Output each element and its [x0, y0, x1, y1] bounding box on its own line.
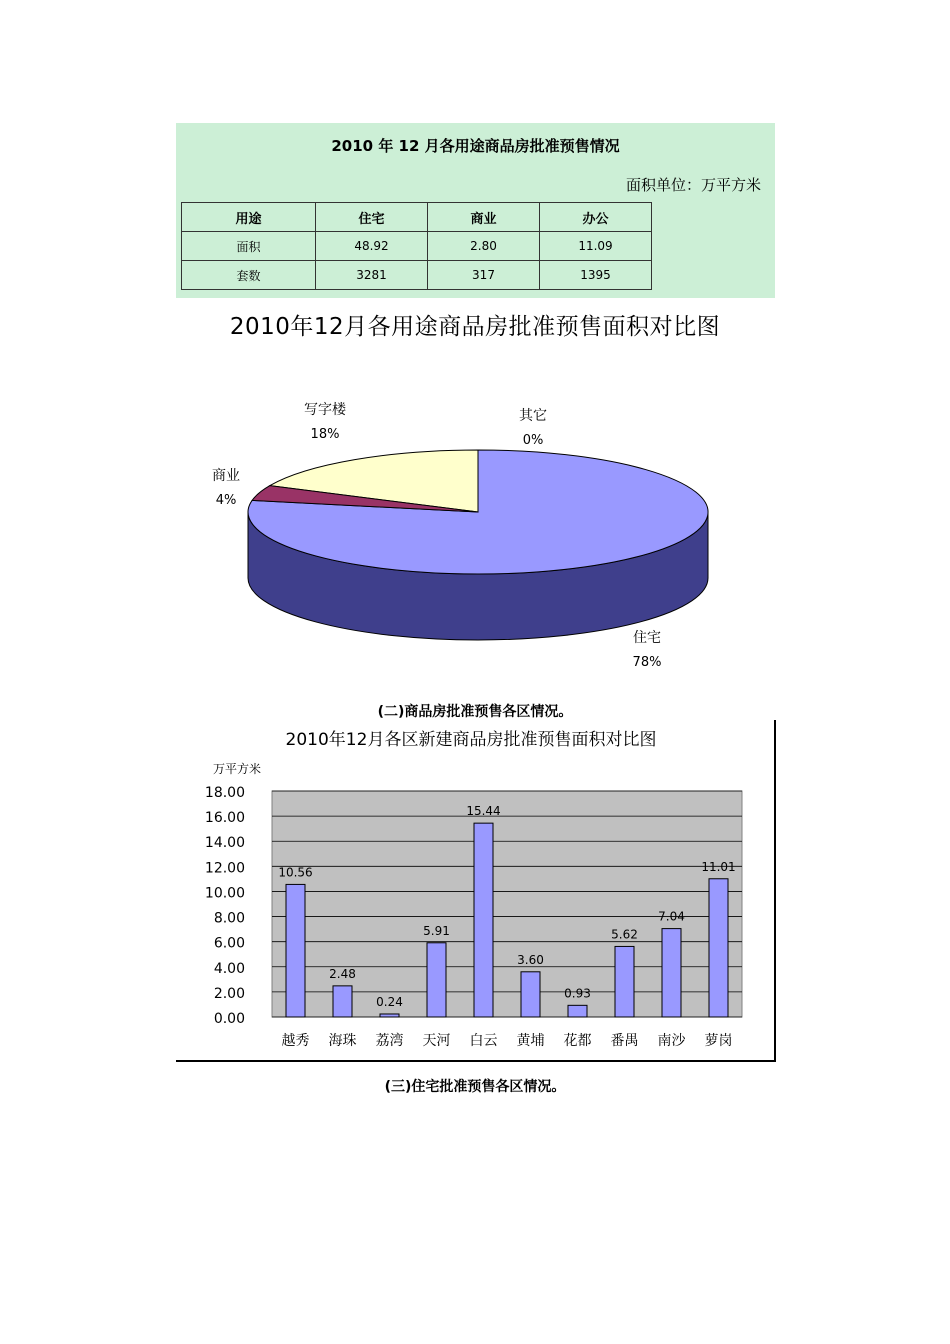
table-cell: 48.92: [316, 232, 428, 261]
bar: [662, 929, 681, 1017]
bar-value-label: 3.60: [517, 952, 544, 967]
bar-value-label: 0.93: [564, 986, 591, 1001]
bar-value-label: 5.91: [423, 923, 450, 938]
section-caption-residential: (三)住宅批准预售各区情况。: [384, 1079, 566, 1095]
table-header-cell: 住宅: [316, 203, 428, 232]
table-cell: 3281: [316, 261, 428, 290]
x-category-label: 南沙: [657, 1033, 686, 1049]
y-tick-label: 0.00: [213, 1011, 245, 1027]
pie-label-other-pct: 0%: [522, 433, 544, 448]
table-header-cell: 办公: [540, 203, 652, 232]
table-row: [182, 232, 652, 261]
x-category-label: 萝岗: [704, 1033, 733, 1049]
bar: [380, 1014, 399, 1017]
table-cell: 11.09: [540, 232, 652, 261]
pie-label-commercial-pct: 4%: [215, 493, 237, 508]
usage-table: [181, 202, 652, 290]
pie-chart-title: 2010年12月各用途商品房批准预售面积对比图: [229, 314, 721, 340]
bar: [615, 946, 634, 1017]
x-category-label: 花都: [563, 1033, 592, 1049]
table-cell: 面积: [182, 232, 316, 261]
table-header-cell: 用途: [182, 203, 316, 232]
bar-value-label: 15.44: [466, 804, 501, 819]
pie-label-other-name: 其它: [519, 408, 547, 424]
bar-chart-title: 2010年12月各区新建商品房批准预售面积对比图: [285, 730, 657, 750]
pie-label-residential-pct: 78%: [632, 655, 662, 670]
bar-value-label: 0.24: [376, 994, 403, 1009]
bar: [333, 986, 352, 1017]
y-tick-label: 16.00: [204, 810, 245, 827]
bar: [709, 879, 728, 1017]
x-category-label: 荔湾: [375, 1033, 404, 1049]
table-cell: 套数: [182, 261, 316, 290]
bar-chart-y-unit: 万平方米: [213, 762, 262, 776]
pie-label-office-name: 写字楼: [304, 402, 346, 418]
pie-chart: [0, 360, 950, 700]
table-cell: 1395: [540, 261, 652, 290]
bar: [568, 1005, 587, 1017]
table-header-row: [182, 203, 652, 232]
table-row: [182, 261, 652, 290]
bar: [427, 943, 446, 1017]
y-tick-label: 8.00: [213, 910, 245, 927]
y-tick-label: 4.00: [213, 960, 245, 977]
table-cell: 2.80: [428, 232, 540, 261]
table-unit-label: 面积单位：万平方米: [625, 176, 761, 194]
bar-value-label: 10.56: [278, 865, 313, 880]
x-category-label: 白云: [469, 1033, 498, 1049]
table-title: 2010 年 12 月各用途商品房批准预售情况: [331, 137, 620, 155]
bar-value-label: 5.62: [611, 927, 638, 942]
section-caption-districts: (二)商品房批准预售各区情况。: [377, 704, 573, 720]
bar: [286, 884, 305, 1017]
y-tick-label: 12.00: [204, 860, 245, 877]
y-tick-label: 18.00: [204, 785, 245, 801]
bar-value-label: 11.01: [701, 859, 736, 874]
bar-chart: [176, 720, 774, 1060]
bar-value-label: 7.04: [658, 909, 685, 924]
bar: [521, 972, 540, 1017]
usage-table-panel: [176, 123, 775, 298]
x-category-label: 海珠: [328, 1033, 357, 1049]
y-tick-label: 6.00: [213, 935, 245, 952]
y-tick-label: 10.00: [204, 885, 245, 902]
x-category-label: 越秀: [281, 1033, 310, 1049]
y-tick-label: 2.00: [213, 985, 245, 1002]
x-category-label: 天河: [422, 1033, 451, 1049]
x-category-label: 黄埔: [516, 1033, 545, 1049]
table-header-cell: 商业: [428, 203, 540, 232]
bar-value-label: 2.48: [329, 966, 356, 981]
pie-label-commercial-name: 商业: [212, 468, 240, 484]
table-cell: 317: [428, 261, 540, 290]
y-tick-label: 14.00: [204, 835, 245, 852]
pie-label-residential-name: 住宅: [633, 630, 661, 646]
pie-label-office-pct: 18%: [310, 427, 340, 442]
bar-chart-frame: [176, 720, 776, 1062]
x-category-label: 番禺: [610, 1033, 639, 1049]
bar: [474, 823, 493, 1017]
